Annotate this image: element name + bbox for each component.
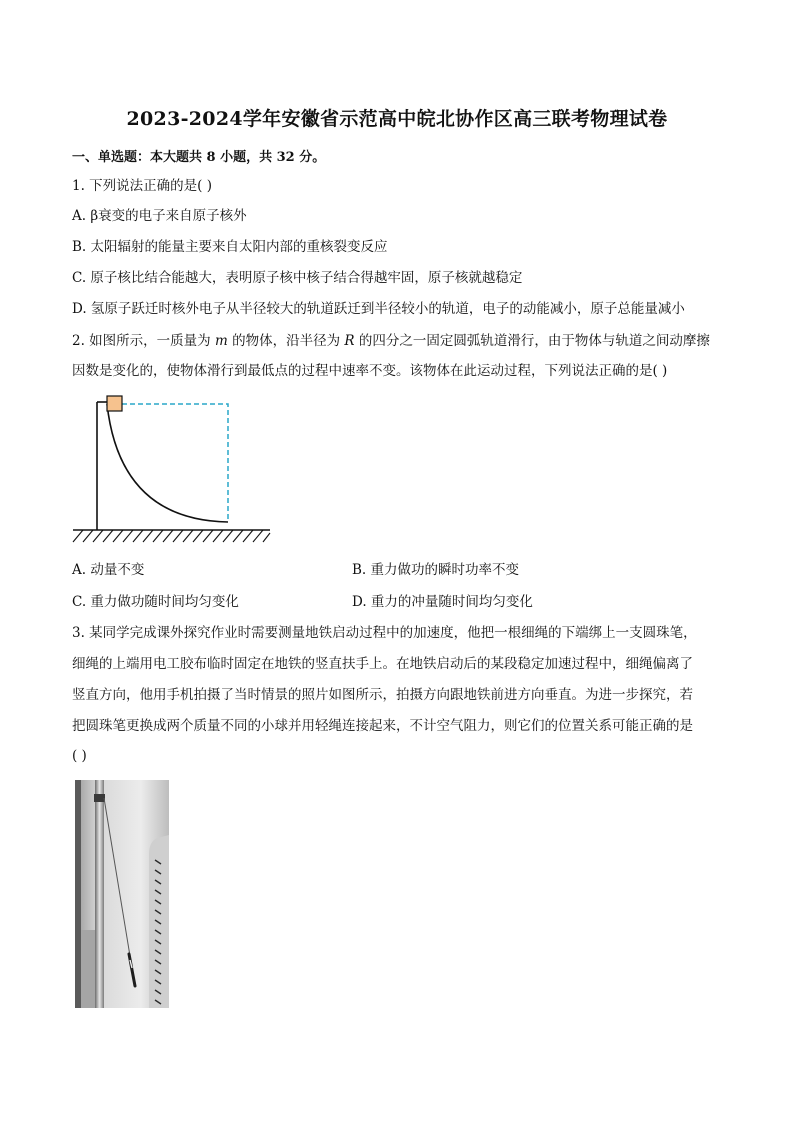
q2-stem-part-2: 的物体，沿半径为	[227, 333, 345, 349]
q1-option-a: A. β衰变的电子来自原子核外	[72, 208, 247, 224]
q2-option-d: D. 重力的冲量随时间均匀变化	[352, 594, 533, 610]
q2-stem-part-1: 2. 如图所示，一质量为	[72, 333, 215, 349]
radius-symbol: R	[344, 333, 355, 349]
q2-stem-line-2: 因数是变化的，使物体滑行到最低点的过程中速率不变。该物体在此运动过程，下列说法正确的是( )	[72, 363, 668, 379]
q2-stem-line-1	[72, 332, 710, 350]
q2-option-c: C. 重力做功随时间均匀变化	[72, 594, 239, 610]
q1-option-c: C. 原子核比结合能越大，表明原子核中核子结合得越牢固，原子核就越稳定	[72, 270, 523, 286]
ground-hatching	[73, 530, 270, 542]
q2-option-b: B. 重力做功的瞬时功率不变	[352, 562, 520, 578]
section-heading: 一、单选题：本大题共 8 小题，共 32 分。	[72, 150, 326, 165]
q1-stem: 1. 下列说法正确的是( )	[72, 178, 212, 194]
q1-option-d: D. 氢原子跃迁时核外电子从半径较大的轨道跃迁到半径较小的轨道，电子的动能减小，原子总能量减小	[72, 301, 685, 317]
arc-track	[107, 404, 228, 522]
tape-on-handrail	[94, 794, 105, 802]
q3-stem-line-3: 竖直方向，他用手机拍摄了当时情景的照片如图所示，拍摄方向跟地铁前进方向垂直。为进一步探究，若	[72, 687, 693, 703]
q3-stem-line-5: ( )	[72, 748, 87, 764]
block	[107, 396, 122, 411]
dashed-boundary	[122, 404, 228, 522]
subway-handrail-photo	[75, 780, 169, 1008]
vertical-handrail	[95, 780, 104, 1008]
q2-stem-part-3: 的四分之一固定圆弧轨道滑行，由于物体与轨道之间动摩擦	[354, 333, 710, 349]
quarter-arc-track-figure	[70, 392, 275, 544]
door-panel	[81, 930, 95, 1008]
page-title: 2023-2024学年安徽省示范高中皖北协作区高三联考物理试卷	[126, 108, 668, 130]
q2-option-a: A. 动量不变	[72, 562, 145, 578]
q1-option-b: B. 太阳辐射的能量主要来自太阳内部的重核裂变反应	[72, 239, 388, 255]
q3-stem-line-4: 把圆珠笔更换成两个质量不同的小球并用轻绳连接起来，不计空气阻力，则它们的位置关系可能正确的是	[72, 718, 693, 734]
mass-symbol: m	[214, 333, 228, 349]
q3-stem-line-1: 3. 某同学完成课外探究作业时需要测量地铁启动过程中的加速度，他把一根细绳的下端绑上一支圆珠笔，	[72, 625, 697, 641]
q3-stem-line-2: 细绳的上端用电工胶布临时固定在地铁的竖直扶手上。在地铁启动后的某段稳定加速过程中，细绳偏离了	[72, 656, 693, 672]
left-edge-shadow	[75, 780, 81, 1008]
